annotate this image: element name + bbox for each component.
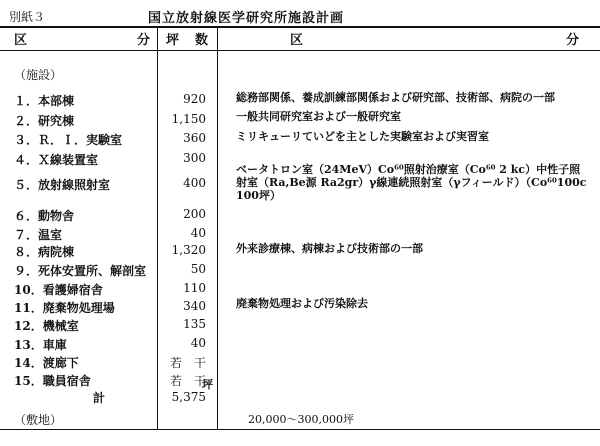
- facility-area: 340: [183, 299, 206, 313]
- document-label: 別紙３: [9, 10, 46, 24]
- col-head-bun-left: 分: [137, 33, 151, 48]
- facility-area: 40: [190, 226, 206, 240]
- facility-description: 廃棄物処理および汚染除去: [236, 297, 368, 310]
- facility-description: ミリキューリていどを主とした実験室および実習室: [236, 130, 489, 143]
- col-head-kubun-right: 区: [290, 33, 304, 48]
- facility-name: 15．職員宿舎: [14, 374, 91, 388]
- col-divider-2: [217, 27, 218, 429]
- facility-area: 若 干: [169, 356, 206, 370]
- facility-name: ３．Ｒ．Ｉ．実験室: [14, 133, 123, 147]
- facility-name: 10．看護婦宿舎: [14, 283, 103, 297]
- col-head-tsubo: 坪: [166, 33, 180, 48]
- facility-area: 200: [183, 207, 206, 221]
- facility-area: 110: [183, 281, 206, 295]
- facility-area: 920: [183, 92, 206, 106]
- facility-description: 外来診療棟、病棟および技術部の一部: [236, 242, 423, 255]
- facility-area: 1,320: [171, 243, 206, 257]
- document-title: 国立放射線医学研究所施設計画: [148, 11, 345, 26]
- facility-name: ５．放射線照射室: [14, 178, 111, 192]
- site-label: （敷地）: [14, 413, 63, 427]
- header-divider: [0, 50, 600, 51]
- facility-name: 14．渡廊下: [14, 356, 79, 370]
- total-label: 計: [93, 391, 106, 405]
- facility-name: ７．温室: [14, 228, 63, 242]
- top-border: [0, 26, 600, 28]
- facility-area: 135: [183, 317, 206, 331]
- facility-name: 11．廃棄物処理場: [14, 301, 115, 315]
- facility-name: ９．死体安置所、解剖室: [14, 264, 147, 278]
- facility-area: 1,150: [171, 112, 206, 126]
- facility-name: ８．病院棟: [14, 245, 75, 259]
- col-head-bun-right: 分: [566, 33, 580, 48]
- facility-name: ４．Ｘ線装置室: [14, 153, 99, 167]
- facility-description: ベータトロン室（24MeV）Co⁶⁰照射治療室（Co⁶⁰ 2 kc）中性子照射室（Ra,Be源 Ra2gr）γ線連続照射室（γフィールド）（Co⁶⁰100c 100坪）: [236, 163, 587, 202]
- facility-name: ２．研究棟: [14, 114, 75, 128]
- facility-name: １．本部棟: [14, 94, 75, 108]
- facility-description: 総務部関係、養成訓練部関係および研究部、技術部、病院の一部: [236, 91, 555, 104]
- facility-name: ６．動物舎: [14, 209, 75, 223]
- facility-area: 400: [183, 176, 206, 190]
- site-area: 20,000～300,000坪: [248, 413, 354, 426]
- facility-name: 12．機械室: [14, 319, 79, 333]
- total-area: 5,375: [171, 390, 206, 404]
- facility-area: 300: [183, 151, 206, 165]
- facility-name: 13．車庫: [14, 338, 67, 352]
- facility-area: 若 干: [169, 374, 206, 388]
- total-unit: 坪: [202, 378, 213, 391]
- facility-area: 50: [190, 262, 206, 276]
- facility-area: 40: [190, 336, 206, 350]
- facility-area: 360: [183, 131, 206, 145]
- section-label-facilities: （施設）: [14, 68, 63, 82]
- facility-description: 一般共同研究室および一般研究室: [236, 110, 401, 123]
- col-head-su: 数: [195, 33, 209, 48]
- site-divider: [0, 429, 600, 430]
- col-head-kubun-left: 区: [14, 33, 28, 48]
